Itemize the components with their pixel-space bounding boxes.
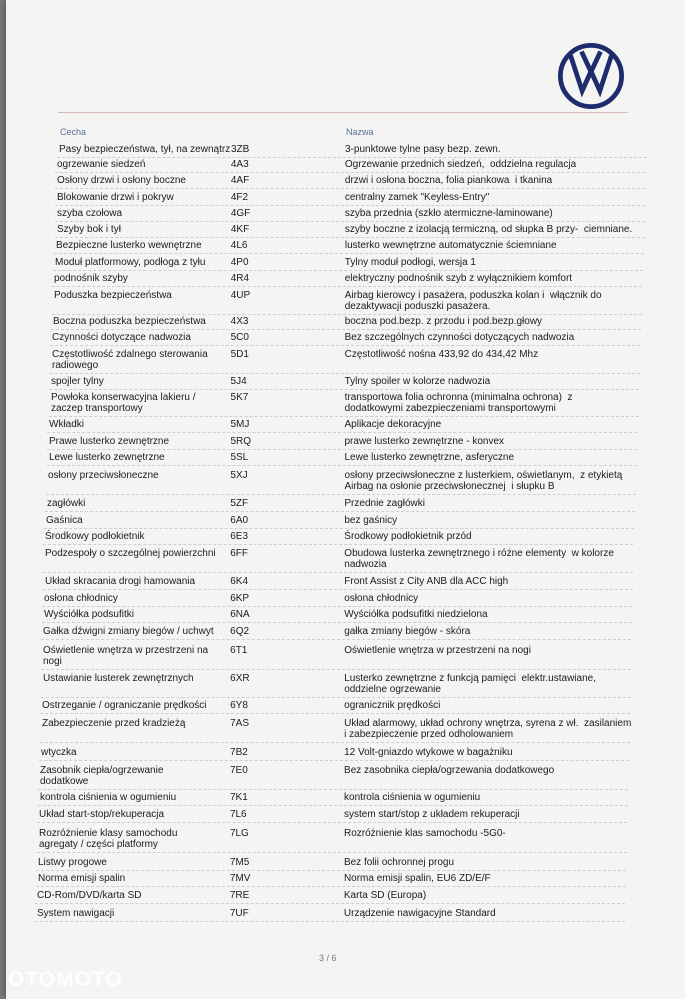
name-cell: Norma emisji spalin, EU6 ZD/E/F (343, 873, 491, 884)
name-cell: bez gaśnicy (344, 515, 398, 526)
table-row (49, 391, 639, 417)
name-cell: system start/stop z układem rekuperacji (344, 809, 520, 820)
name-cell: Tylny moduł podłogi, wersja 1 (344, 257, 476, 268)
feature-cell: Oświetlenie wnętrza w przestrzeni na nogi (43, 645, 209, 667)
name-cell: osłona chłodnicy (344, 593, 419, 604)
feature-cell: spojler tylny (51, 376, 104, 387)
code-cell: 5ZF (230, 498, 249, 509)
feature-cell: Gałka dźwigni zmiany biegów / uchwyt (43, 626, 214, 637)
name-cell: Bez folii ochronnej progu (343, 857, 455, 868)
feature-cell: Częstotliwość zdalnego sterowania radiowego (52, 349, 208, 371)
table-row (54, 239, 644, 254)
feature-cell: Boczna poduszka bezpieczeństwa (53, 316, 206, 327)
table-row (43, 530, 633, 545)
code-cell: 3ZB (230, 144, 250, 155)
code-cell: 6NA (230, 609, 250, 620)
name-cell: transportowa folia ochronna (minimalna ochrona) z dodatkowymi zabezpieczeniami transportowymi (344, 392, 573, 414)
feature-cell: Szyby bok i tył (57, 224, 121, 235)
table-row (38, 764, 628, 790)
name-cell: Częstotliwość nośna 433,92 do 434,42 Mhz (344, 349, 539, 360)
code-cell: 7M5 (229, 857, 250, 868)
name-cell: Airbag kierowcy i pasażera, poduszka kolan i włącznik do dezaktywacji poduszki pasażera. (344, 290, 602, 312)
name-cell: boczna pod.bezp. z przodu i pod.bezp.głowy (344, 316, 543, 327)
code-cell: 7B2 (230, 747, 248, 758)
name-cell: prawe lusterko zewnętrzne - konvex (344, 436, 505, 447)
feature-cell: Prawe lusterko zewnętrzne (49, 436, 170, 447)
code-cell: 6E3 (230, 531, 249, 542)
code-cell: 5XJ (230, 470, 248, 481)
name-cell: Oświetlenie wnętrza w przestrzeni na nogi (344, 645, 531, 656)
table-row (44, 514, 634, 529)
table-row (49, 375, 639, 390)
name-cell: 12 Volt-gniazdo wtykowe w bagażniku (344, 747, 513, 758)
name-cell: 3-punktowe tylne pasy bezp. zewn. (345, 144, 501, 155)
feature-cell: Bezpieczne lusterko wewnętrzne (56, 240, 202, 251)
name-cell: gałka zmiany biegów - skóra (344, 626, 471, 637)
code-cell: 4L6 (230, 240, 248, 251)
feature-cell: Moduł platformowy, podłoga z tyłu (55, 257, 206, 268)
table-row (36, 856, 626, 871)
table-row (50, 348, 640, 374)
feature-cell: Rozróżnienie klasy samochodu agregaty / części platformy (39, 828, 178, 850)
name-cell: osłony przeciwsłoneczne z lusterkiem, oświetlanym, z etykietą Airbag na osłonie przeciwsłonecznej i słupku B (344, 470, 623, 492)
table-row (37, 827, 627, 853)
name-cell: Urządzenie nawigacyjne Standard (343, 908, 496, 919)
table-row (35, 907, 625, 922)
feature-cell: kontrola ciśnienia w ogumieniu (40, 792, 177, 803)
feature-cell: Ustawianie lusterek zewnętrznych (43, 673, 194, 684)
code-cell: 6K4 (230, 576, 249, 587)
table-row (55, 174, 645, 189)
table-row (43, 575, 633, 590)
name-cell: Wyściółka podsufitki niedzielona (344, 609, 488, 620)
feature-cell: Osłony drzwi i osłony boczne (57, 175, 186, 186)
feature-cell: szyba czołowa (57, 208, 123, 219)
table-row (42, 608, 632, 623)
table-row (42, 592, 632, 607)
feature-cell: Wkładki (49, 419, 85, 430)
table-row (37, 808, 627, 823)
code-cell: 5D1 (230, 349, 249, 360)
name-cell: szyby boczne z izolacją termiczną, od słupka B przy- ciemniane. (344, 224, 633, 235)
table-row (41, 644, 631, 670)
name-cell: Przednie zagłówki (344, 498, 425, 509)
name-cell: Bez zasobnika ciepła/ogrzewania dodatkowego (344, 765, 555, 776)
table-row (51, 315, 641, 330)
code-cell: 6T1 (230, 645, 248, 656)
feature-cell: Zasobnik ciepła/ogrzewanie dodatkowe (40, 765, 164, 787)
feature-cell: Blokowanie drzwi i pokryw (57, 192, 174, 203)
code-cell: 5RQ (230, 436, 251, 447)
name-cell: szyba przednia (szkło atermiczne-laminowane) (344, 208, 553, 219)
feature-cell: Poduszka bezpieczeństwa (54, 290, 172, 301)
table-row (35, 889, 625, 904)
name-cell: kontrola ciśnienia w ogumieniu (344, 792, 481, 803)
code-cell: 4A3 (230, 159, 249, 170)
code-cell: 7UF (229, 908, 249, 919)
column-header-name: Nazwa (346, 127, 374, 137)
name-cell: Obudowa lusterka zewnętrznego i różne elementy w kolorze nadwozia (344, 548, 614, 570)
code-cell: 6Q2 (230, 626, 250, 637)
code-cell: 4UP (230, 290, 251, 301)
code-cell: 7E0 (230, 765, 248, 776)
table-row (41, 672, 631, 698)
feature-cell: Norma emisji spalin (38, 873, 126, 884)
code-cell: 6FF (230, 548, 249, 559)
feature-cell: Środkowy podłokietnik (45, 531, 145, 542)
column-header-feature: Cecha (60, 127, 87, 137)
code-cell: 5SL (230, 452, 249, 463)
table-row (38, 791, 628, 806)
table-row (36, 872, 626, 887)
table-row (41, 625, 631, 640)
code-cell: 7L6 (229, 809, 247, 820)
code-cell: 7MV (229, 873, 251, 884)
code-cell: 6A0 (230, 515, 249, 526)
page-number: 3 / 6 (319, 953, 337, 963)
feature-cell: CD-Rom/DVD/karta SD (37, 890, 142, 901)
feature-cell: Podzespoły o szczególnej powierzchni (45, 548, 216, 559)
feature-cell: Układ skracania drogi hamowania (45, 576, 196, 587)
table-row (50, 331, 640, 346)
code-cell: 6KP (230, 593, 250, 604)
feature-cell: Lewe lusterko zewnętrzne (49, 452, 165, 463)
code-cell: 5J4 (230, 376, 247, 387)
name-cell: Rozróżnienie klas samochodu -5G0- (344, 828, 506, 839)
feature-cell: System nawigacji (37, 908, 115, 919)
feature-cell: podnośnik szyby (54, 273, 128, 284)
feature-cell: osłony przeciwsłoneczne (48, 470, 159, 481)
feature-cell: wtyczka (41, 747, 77, 758)
code-cell: 4GF (230, 208, 251, 219)
name-cell: Lusterko zewnętrzne z funkcją pamięci elektr.ustawiane, oddzielne ogrzewanie (344, 673, 596, 695)
name-cell: Lewe lusterko zewnętrzne, asferyczne (344, 452, 515, 463)
code-cell: 7K1 (230, 792, 248, 803)
table-row (53, 256, 643, 271)
feature-cell: Pasy bezpieczeństwa, tył, na zewnątrz (59, 144, 231, 155)
name-cell: Karta SD (Europa) (343, 890, 427, 901)
feature-cell: zagłówki (47, 498, 86, 509)
code-cell: 4KF (230, 224, 250, 235)
table-row (47, 451, 637, 466)
feature-cell: osłona chłodnicy (44, 593, 118, 604)
table-row (40, 699, 630, 714)
name-cell: Układ alarmowy, układ ochrony wnętrza, syrena z wł. zasilaniem i zabezpieczenie przed odholowaniem (344, 718, 632, 740)
code-cell: 4F2 (230, 192, 249, 203)
code-cell: 5K7 (230, 392, 249, 403)
table-row (45, 497, 635, 512)
name-cell: Bez szczególnych czynności dotyczących nadwozia (344, 332, 575, 343)
code-cell: 6XR (230, 673, 250, 684)
name-cell: centralny zamek "Keyless-Entry" (344, 192, 490, 203)
feature-cell: Listwy progowe (38, 857, 107, 868)
feature-cell: Ostrzeganie / ograniczanie prędkości (42, 700, 207, 711)
table-row (47, 435, 637, 450)
table-row (47, 418, 637, 433)
name-cell: elektryczny podnośnik szyb z wyłącznikiem komfort (344, 273, 573, 284)
table-row (55, 158, 645, 173)
code-cell: 7LG (229, 828, 249, 839)
feature-cell: Powłoka konserwacyjna lakieru / zaczep transportowy (51, 392, 196, 414)
code-cell: 4AF (230, 175, 250, 186)
code-cell: 4R4 (230, 273, 250, 284)
table-row (43, 547, 633, 573)
table-row (55, 207, 645, 222)
name-cell: lusterko wewnętrzne automatycznie ściemniane (344, 240, 557, 251)
table-row (55, 191, 645, 206)
feature-cell: ogrzewanie siedzeń (57, 159, 146, 170)
feature-cell: Gaśnica (46, 515, 83, 526)
name-cell: Front Assist z City ANB dla ACC high (344, 576, 509, 587)
code-cell: 7RE (229, 890, 250, 901)
feature-cell: Wyściółka podsufitki (44, 609, 134, 620)
name-cell: Ogrzewanie przednich siedzeń, oddzielna regulacja (344, 159, 577, 170)
code-cell: 7AS (230, 718, 249, 729)
code-cell: 6Y8 (230, 700, 248, 711)
feature-cell: Zabezpieczenie przed kradzieżą (42, 718, 186, 729)
table-row (57, 143, 647, 158)
code-cell: 4P0 (230, 257, 249, 268)
table-row (46, 469, 636, 495)
name-cell: Środkowy podłokietnik przód (344, 531, 472, 542)
name-cell: Aplikacje dekoracyjne (344, 419, 442, 430)
name-cell: ogranicznik prędkości (344, 700, 441, 711)
code-cell: 5MJ (230, 419, 250, 430)
name-cell: Tylny spoiler w kolorze nadwozia (344, 376, 491, 387)
table-row (55, 223, 645, 238)
feature-cell: Czynności dotyczące nadwozia (52, 332, 191, 343)
table-row (52, 289, 642, 315)
code-cell: 4X3 (230, 316, 249, 327)
watermark-logo: OTOMOTO (8, 968, 123, 991)
table-row (40, 717, 630, 743)
code-cell: 5C0 (230, 332, 249, 343)
feature-cell: Układ start-stop/rekuperacja (39, 809, 165, 820)
table-row (39, 746, 629, 761)
table-row (52, 272, 642, 287)
name-cell: drzwi i osłona boczna, folia piankowa i tkanina (344, 175, 553, 186)
